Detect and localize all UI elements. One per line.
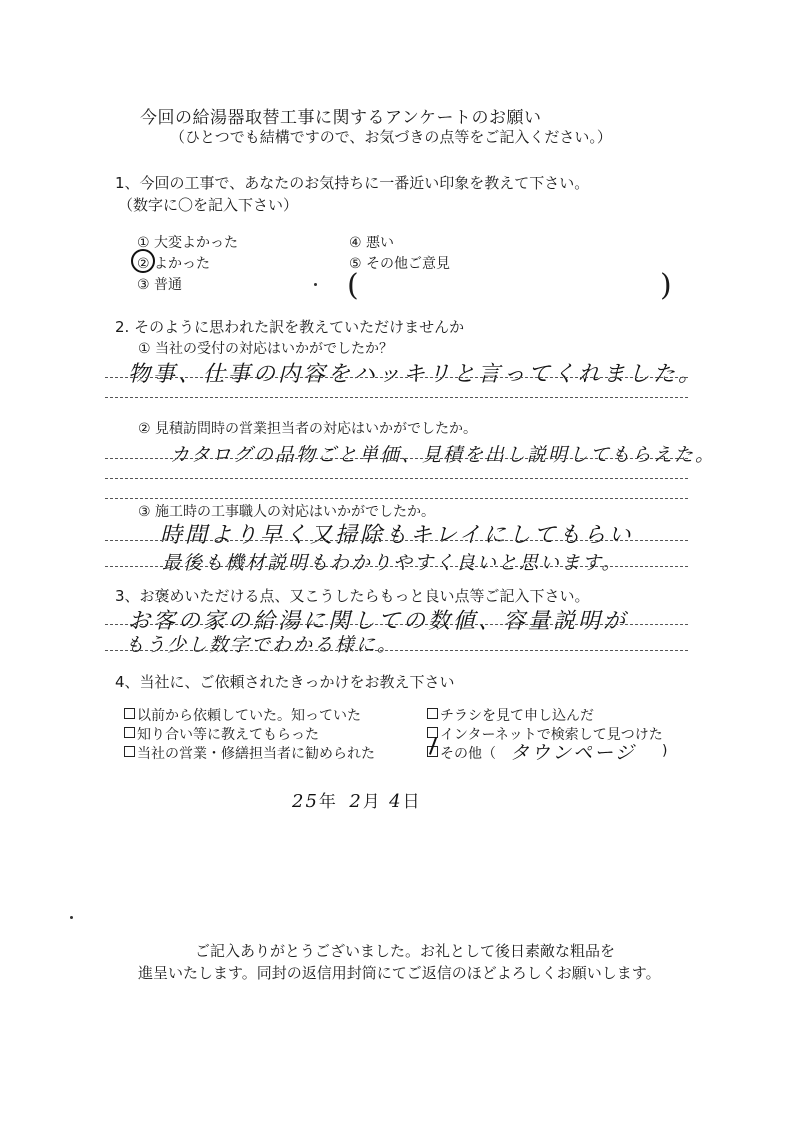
date-year-label: 年	[318, 792, 336, 812]
option-5: ⑤ その他ご意見	[349, 256, 451, 272]
date-month: 2	[349, 791, 363, 812]
checkbox-icon	[124, 746, 135, 757]
answer-2-2: カタログの品物ごと単価、見積を出し説明してもらえた。	[170, 444, 717, 466]
option-1: ① 大変よかった	[137, 235, 239, 251]
answer-line	[105, 377, 688, 378]
stray-mark	[314, 283, 317, 286]
answer-2-3-line-2: 最後も機材説明もわかりやすく良いと思います。	[162, 552, 623, 574]
date-year: 25	[292, 791, 319, 812]
footer-line-2: 進呈いたします。同封の返信用封筒にてご返信のほどよろしくお願いします。	[138, 964, 661, 982]
stray-mark	[70, 916, 73, 919]
option-4: ④ 悪い	[349, 235, 395, 251]
answer-line	[105, 478, 688, 479]
other-answer: タウンページ	[510, 742, 636, 764]
question-2-sub-3: ③ 施工時の工事職人の対応はいかがでしたか。	[138, 504, 435, 520]
date	[292, 787, 420, 812]
footer-line-1: ご記入ありがとうございました。お礼として後日素敵な粗品を	[195, 942, 616, 960]
option-3: ③ 普通	[137, 277, 183, 293]
choice-previous-client: 以前から依頼していた。知っていた	[124, 705, 361, 725]
answer-3-line-1: お客の家の給湯に関しての数値、容量説明が	[128, 609, 629, 634]
survey-title: 今回の給湯器取替工事に関するアンケートのお願い	[140, 108, 542, 128]
choice-internet: インターネットで検索して見つけた	[427, 724, 663, 744]
date-day-label: 日	[402, 792, 420, 812]
question-3: 3、お褒めいただける点、又こうしたらもっと良い点等ご記入下さい。	[115, 587, 590, 605]
date-month-label: 月	[362, 792, 380, 812]
checkbox-icon	[124, 727, 135, 738]
answer-2-1: 物事、仕事の内容をハッキリと言ってくれました。	[128, 362, 704, 387]
choice-referral: 知り合い等に教えてもらった	[124, 724, 319, 744]
checkbox-icon	[427, 708, 438, 719]
question-4: 4、当社に、ご依頼されたきっかけをお教え下さい	[115, 673, 455, 691]
question-2: 2. そのように思われた訳を教えていただけませんか	[115, 318, 465, 336]
checkbox-icon	[124, 708, 135, 719]
choice-other: その他（	[427, 743, 496, 763]
checkbox-icon	[427, 727, 438, 738]
other-opinion-paren-open: (	[347, 268, 359, 303]
other-opinion-paren-close: )	[660, 268, 672, 303]
answer-line	[105, 650, 688, 651]
answer-line	[105, 540, 688, 541]
question-2-sub-2: ② 見積訪問時の営業担当者の対応はいかがでしたか。	[138, 421, 477, 437]
date-day: 4	[389, 791, 403, 812]
survey-subtitle: （ひとつでも結構ですので、お気づきの点等をご記入ください。）	[170, 128, 612, 146]
answer-line	[105, 566, 688, 567]
answer-line	[105, 397, 688, 398]
choice-sales-rep: 当社の営業・修繕担当者に勧められた	[124, 743, 375, 763]
option-2: ② よかった	[137, 256, 211, 272]
question-1-instruction: （数字に〇を記入下さい）	[118, 196, 299, 214]
selected-option-circle	[131, 249, 155, 273]
answer-line	[105, 498, 688, 499]
answer-2-3-line-1: 時間より早く又掃除もキレイにしてもらい	[160, 523, 634, 548]
answer-line	[105, 458, 688, 459]
other-paren-close: )	[662, 743, 668, 759]
question-1: 1、今回の工事で、あなたのお気持ちに一番近い印象を教えて下さい。	[115, 174, 590, 192]
choice-flyer: チラシを見て申し込んだ	[427, 705, 594, 725]
answer-3-line-2: もう少し数字でわかる様に。	[125, 634, 399, 656]
question-2-sub-1: ① 当社の受付の対応はいかがでしたか？	[138, 341, 393, 357]
answer-line	[105, 624, 688, 625]
